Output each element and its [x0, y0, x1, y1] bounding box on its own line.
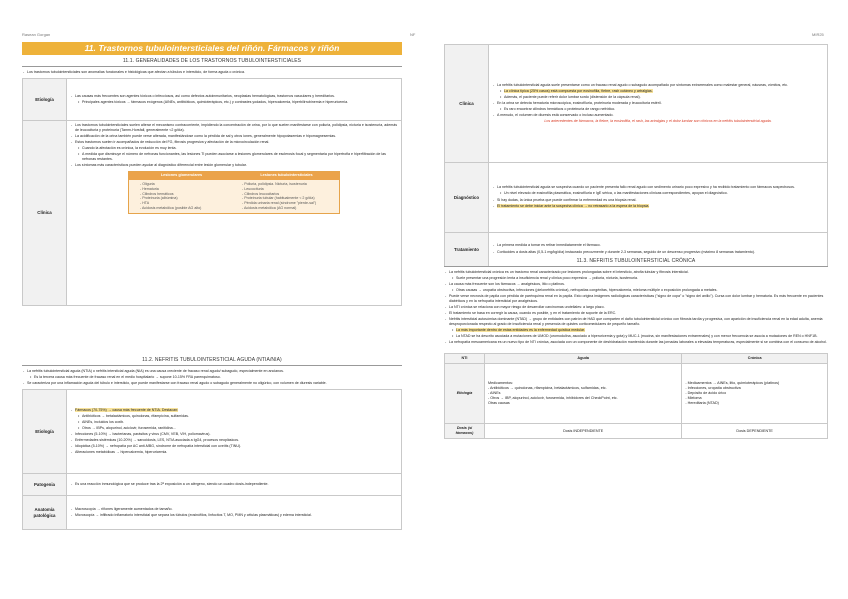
cronica-item: - Mieloma	[685, 396, 702, 401]
anatomia-label: Anatomía patológica	[23, 496, 67, 530]
ntic-sub-6a: • La más importante dentro de estas entidades es la enfermedad quística medular.	[444, 328, 828, 333]
aguda-item: Otras causas	[488, 401, 510, 406]
intro-text: - Los trastornos tubulointersticiales son anomalías funcionales e histológicas que afectan a túbulos e intersticio, de forma aguda o crónica.	[22, 70, 402, 75]
legend-glomerular-item: - Cilindros hemáticos	[140, 191, 174, 196]
legend-tubular-item: - Pérdida urinaria renal (síndrome "pierde-sal")	[242, 201, 317, 206]
macroscopia-text: - Macroscopía → riñones ligeramente aumentados de tamaño.	[70, 507, 398, 512]
idiopatica-text: - Idiopática (5-10%) → nefropatía por AC anti-MBG, síndrome de nefropatía intersticial con uveítis (TINU).	[70, 444, 398, 449]
patogenia-text: - Es una reacción inmunológica que se produce tras la 2ª exposición a un alérgeno, siendo un cuadro dosis-independiente.	[70, 482, 398, 487]
otros-text: • Otros → IBPs, alopurinol, aciclovir, furosemida, ranitidina...	[70, 426, 398, 431]
ntia-text-2: - Se caracteriza por una inflamación aguda del túbulo e intersticio, que puede manifestarse con fracaso renal agudo o subagudo generalmente no oligúrico, con volumen de diuresis variable.	[22, 381, 402, 386]
col-nti: NTI	[445, 354, 485, 364]
row-dosis: Dosis (si fármacos)	[445, 424, 485, 439]
col-cronica: Crónica	[682, 354, 828, 364]
tubular-header: Lesiones tubulointersticiales	[260, 173, 313, 178]
diagnostico-2: - Si hay dudas, la única prueba que puede confirmar la enfermedad es una biopsia renal.	[492, 198, 824, 203]
row-etiologia: Etiología	[445, 364, 485, 424]
sistemicas-text: - Enfermedades sistémicas (10-20%) → sarcoidosis, LES, NTIA asociada a IgG4, procesos neoplásicos.	[70, 438, 398, 443]
clinica-label-right: Clínica	[445, 45, 489, 163]
ntic-text-7: - La nefropatía mesoamericana es un nuevo tipo de NTI crónica, asociada con un componente de deshidratación mantenida durante las jornadas laborales a elevadas temperaturas, especialmente si se combina con el consumo de alcohol.	[444, 340, 828, 345]
section-title: 11.2. NEFRITIS TUBULOINTERSTICIAL AGUDA (NTIA/NIA)	[22, 357, 402, 366]
ntia-clinica-2a: • Es raro encontrar cilindros hemáticos o proteinuria de rango nefrótico.	[492, 107, 824, 112]
section-ntic	[444, 258, 828, 439]
diagnostico-3: - El tratamiento se debe iniciar ante la sospecha clínica → no retrasarlo a la espera de la biopsia.	[492, 204, 824, 209]
clinica-text-2: - La acidificación de la orina también puede verse alterada, manifestándose como la pérdida de sal y otros iones, generalmente hipopotasemias e hipomagnesemias.	[70, 134, 398, 139]
clinica-text-3: - Estos trastornos suelen ir acompañados de reducción del FG, fibrosis progresiva y afectación de la microcirculación renal.	[70, 140, 398, 145]
ntia-clinica-2: - En la orina se detecta hematuria microscópica, eosinofiluria, proteinuria moderada y leucocituria estéril.	[492, 101, 824, 106]
ntia-continued	[444, 44, 828, 267]
etiologia-label: Etiología	[23, 79, 67, 121]
aguda-item: - Otros → IBP, alopurinol, aciclovir, furosemida, inhibidores del CheckPoint, etc.	[488, 396, 618, 401]
author-header: Rasean Gorgan	[22, 32, 51, 37]
cronica-item: - Medicamentos → AINEs, litio, quimioterápicos (platinos)	[685, 381, 780, 386]
ntic-text-5: - El tratamiento se basa en corregir la causa, cuando es posible, y en el tratamiento de soporte de la ERC.	[444, 311, 828, 316]
legend-tubular-item: - Acidosis metabólica (AG normal)	[242, 206, 297, 211]
cronica-item: - Depósito de ácido úrico	[685, 391, 727, 396]
dosis-cronica: Dosis DEPENDIENTE	[682, 424, 828, 439]
comparison-table	[444, 353, 828, 439]
legend-tubular-item: - Leucocituria	[242, 186, 264, 191]
right-header: MIR25	[812, 32, 824, 37]
aines-text: • AINEs, incluidos los coxib.	[70, 420, 398, 425]
clinica-sub-1: • Cuando la afectación es crónica, la evolución es muy lenta.	[70, 146, 398, 151]
ntic-sub-6b: • La NTAD se ha descrito asociada a mutaciones de UMOD (uromodulina, asociado a hiperuricemia y gota) y MUC-1 (mucina, sin manifestaciones extrarrenales) y con menor frecuencia se asocia a mutaciones de REN o HNF1B.	[444, 334, 828, 339]
antibioticos-text: • Antibióticos → betalactámicos, quinolonas, rifampicina, sulfamidas.	[70, 414, 398, 419]
dosis-aguda: Dosis INDEPENDIENTE	[485, 424, 682, 439]
legend-tubular-item: - Proteinuria tubular (habitualmente < 2 g/día)	[242, 196, 315, 201]
ntic-sub-1: • Suele presentar una progresión lenta a insuficiencia renal y clínica poco expresiva → poliuria, nicturia, isostenuria.	[444, 276, 828, 281]
ntia-clinica-table	[444, 44, 828, 267]
infecciones-text: - Infecciones (5-10%) → bacterianas, parásitos y virus (CMV, VEB, VIH, poliomavirus).	[70, 432, 398, 437]
ntia-text-1: - La nefritis tubulointersticial aguda (NTIA) o nefritis intersticial aguda (NIA) es una causa creciente de fracaso renal agudo/ subagudo, especialmente en ancianos.	[22, 369, 402, 374]
diagnostico-1: - La nefritis tubulointersticial aguda se sospecha cuando un paciente presenta fallo renal agudo con sedimento urinario poco expresivo y ha recibido tratamiento con fármacos sospechosos.	[492, 185, 824, 190]
ntic-text-6: - Nefritis intersticial autosómica dominante (NTAD) → grupo de entidades con patrón de HAD que comparten el daño tubulointersticial crónico con fibrosis tardía y progresiva, con aparición de insuficiencia renal en la edad adulta, anemia desproporcionada respecto al grado de insuficiencia renal y presencia de quistes corticomedulares de pequeño tamaño.	[444, 317, 828, 327]
section-ntia	[22, 357, 402, 530]
center-header: NF	[410, 32, 416, 37]
ntia-sub-1: • Es la tercera causa más frecuente de fracaso renal en el medio hospitalario → supone 10-15% FRA parenquimatoso.	[22, 375, 402, 380]
tubular-list	[234, 182, 336, 211]
generalidades-table	[22, 78, 402, 306]
legend-glomerular-item: - Hematuria	[140, 186, 159, 191]
patogenia-label: Patogenia	[23, 474, 67, 496]
legend-glomerular-item: - Proteinuria (albúmina)	[140, 196, 178, 201]
cronica-etiologia	[682, 364, 828, 424]
cronica-item: - Infecciones, uropatía obstructiva	[685, 386, 741, 391]
aguda-item: - Antibióticos → quinolonas, rifampicina, betalactámicos, sulfamidas, etc.	[488, 386, 607, 391]
diagnostico-label: Diagnóstico	[445, 163, 489, 233]
ntic-text-2: - La causa más frecuente son los fármacos → analgésicos, litio o platinos.	[444, 282, 828, 287]
clinica-label: Clínica	[23, 121, 67, 306]
legend-glomerular-item: - Acidosis metabólica (posible AG alto)	[140, 206, 202, 211]
section-generalidades	[22, 58, 402, 306]
ntia-etiologia-label: Etiología	[23, 390, 67, 474]
cronica-item: - Hereditaria (NTAD)	[685, 401, 719, 406]
aguda-etiologia	[485, 364, 682, 424]
legend-glomerular-item: - Oliguria	[140, 181, 155, 186]
ntia-clinica-1a: • La clínica típica (25% casos) está compuesta por eosinofilia, fiebre, rash cutáneo y artralgias.	[492, 89, 824, 94]
lesion-comparison-box	[128, 171, 340, 214]
legend-tubular-item: - Cilindros leucocitarios	[242, 191, 280, 196]
clinica-text-1: - Los trastornos tubulointersticiales suelen alterar el mecanismo contracorriente, impidiendo la concentración de orina, por lo que suelen manifestarse con poliuria, polidipsia, nicturia e isostenuria, además de leucocituria y proteinuria (Tamm-Horsfall, generalmente <2 g/día).	[70, 123, 398, 133]
metabolicas-text: - Alteraciones metabólicas → hipercalcemia, hiperuricemia.	[70, 450, 398, 455]
ntia-table	[22, 389, 402, 530]
legend-glomerular-item: - HTA	[140, 201, 150, 206]
section-title: 11.1. GENERALIDADES DE LOS TRASTORNOS TUBULOINTERSTICIALES	[22, 58, 402, 67]
ntia-clinica-note: Los antecedentes de fármacos, la fiebre, la eosinofilia, el rash, las artralgias y el dolor lumbar son clínicos en la nefritis tubulointersticial aguda.	[544, 119, 772, 124]
section-title: 11.3. NEFRITIS TUBULOINTERSTICIAL CRÓNICA	[444, 258, 828, 267]
legend-tubular-item: - Poliuria, polidipsia. Nicturia, isostenuria	[242, 181, 307, 186]
right-page	[424, 0, 848, 599]
etiologia-sub: • Principales agentes tóxicos → fármacos exógenos (AINEs, antibióticos, quimioterápicos, etc.) y contrastes yodados, hipercalcemia, hiperbilirrubinemia e hiperuricemia.	[70, 100, 398, 105]
ntic-sub-2: • Otras causas → uropatía obstructiva, infecciones (pielonefritis crónica), nefropatías congénitas, hipercalcemia, mieloma múltiple o exposición prolongada a metales.	[444, 288, 828, 293]
tratamiento-2: - Corticoides a dosis altas (0,5-1 mg/kg/día) instaurado precozmente y durante 2-3 semanas, seguido de un descenso progresivo (máximo 8 semanas tratamiento).	[492, 250, 824, 255]
clinica-sub-2: • A medida que disminuye el número de nefronas funcionantes, las lesiones TI pueden asociarse a lesiones glomerulares de esclerosis focal y segmentaria por hipertrofia e hiperfiltración de las nefronas restantes.	[70, 152, 398, 162]
diagnostico-1a: • Un nivel elevado de eosinofilia plasmática, eosinofiluria e IgE sérica, o las manifestaciones clínicas correspondientes, apoyan el diagnóstico.	[492, 191, 824, 196]
etiologia-text: - Las causas más frecuentes son agentes tóxicos o infecciosos, así como defectos autoinmunitarios, neoplasias hematológicas, trastornos vasculares y hereditarios.	[70, 94, 398, 99]
tratamiento-label: Tratamiento	[445, 233, 489, 267]
ntic-text-1: - La nefritis tubulointersticial crónica es un trastorno renal caracterizado por lesiones prolongadas sobre el intersticio, atrofia tubular y fibrosis intersticial.	[444, 270, 828, 275]
microscopia-text: - Microscopía → infiltrado inflamatorio intersticial que separa los túbulos (eosinófilos, linfocitos T, MO, PMN y células plasmáticas) y edema intersticial.	[70, 513, 398, 518]
ntia-clinica-1: - La nefritis tubulointersticial aguda suele presentarse como un fracaso renal agudo o subagudo acompañado por síntomas extrarrenales como malestar general, náuseas, vómitos, etc.	[492, 83, 824, 88]
farmacos-text: Fármacos (70-75%) → causa más frecuente de NTIA. Destacan:	[75, 407, 179, 412]
col-aguda: Aguda	[485, 354, 682, 364]
tratamiento-1: - La primera medida a tomar es retirar inmediatamente el fármaco.	[492, 243, 824, 248]
aguda-item: Medicamentos:	[488, 381, 514, 386]
ntic-text-4: - La NTI crónica se relaciona con mayor riesgo de desarrollar carcinomas uroteliales: a largo plazo.	[444, 305, 828, 310]
ntic-text-3: - Puede verse necrosis de papila con pérdida de parénquima renal en la papila. Esto origina imágenes radiológicas características ("signo de copa" o "signo del anillo"). Cursa con dolor lumbar y hematuria. Es más frecuente en pacientes diabéticos y en la nefropatía intersticial por analgésicos.	[444, 294, 828, 304]
ntia-clinica-3: - A menudo, el volumen de diuresis está conservado o incluso aumentado.	[492, 113, 824, 118]
glomerular-list	[132, 182, 234, 211]
ntia-clinica-1b: • Además, el paciente puede referir dolor lumbar sordo (distensión de la cápsula renal).	[492, 95, 824, 100]
chapter-title: 11. Trastornos tubulointersticiales del riñón. Fármacos y riñón	[22, 42, 402, 55]
aguda-item: - AINEs	[488, 391, 501, 396]
clinica-text-4: - Los síntomas más característicos pueden ayudar al diagnóstico diferencial entre lesión glomerular y tubular.	[70, 163, 398, 168]
glomerular-header: Lesiones glomerulares	[160, 173, 203, 178]
